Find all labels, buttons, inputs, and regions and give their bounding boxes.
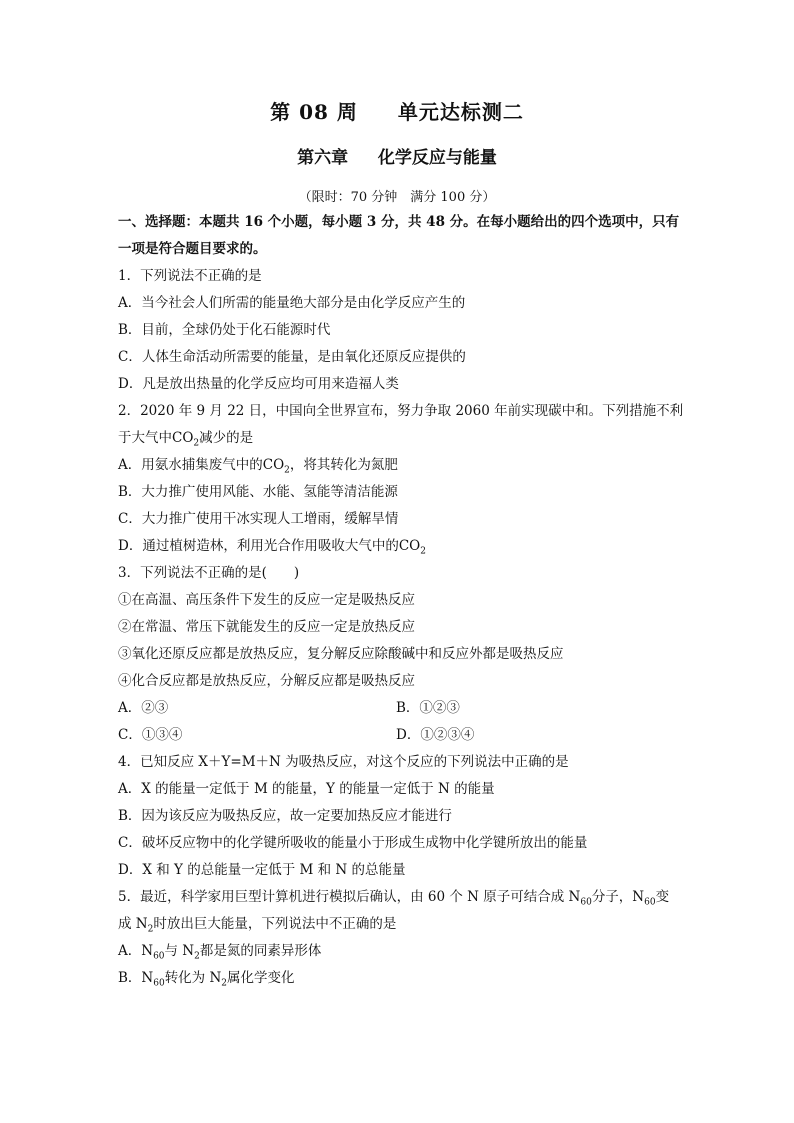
q2-a-pre: A．用氨水捕集废气中的 bbox=[118, 457, 263, 473]
time-limit: （限时：70 分钟 满分 100 分） bbox=[298, 190, 496, 205]
q2-d-pre: D．通过植树造林，利用光合作用吸收大气中的 bbox=[118, 538, 399, 554]
q1-option-a: A．当今社会人们所需的能量绝大部分是由化学反应产生的 bbox=[118, 295, 466, 311]
q2-a-co: CO bbox=[262, 457, 285, 473]
q2-stem-line1: 2．2020 年 9 月 22 日，中国向全世界宣布，努力争取 2060 年前实现碳中和。下列措施不利 bbox=[118, 403, 684, 419]
q5-b-a: B．N bbox=[118, 970, 154, 986]
q2-co-subscript: 2 bbox=[193, 438, 200, 449]
q3-stem: 3．下列说法不正确的是( ) bbox=[118, 565, 300, 581]
q5-a-b: 与 N bbox=[164, 943, 195, 959]
q3-option-b: B．①②③ bbox=[396, 700, 460, 716]
q2-co-formula: CO bbox=[172, 430, 194, 446]
q5-stem2-b: 时放出巨大能量，下列说法中不正确的是 bbox=[153, 916, 397, 932]
subtitle-chapter: 第六章 bbox=[297, 148, 349, 168]
q5-a-sub60: 60 bbox=[153, 951, 165, 962]
q5-sub60-b: 60 bbox=[644, 897, 656, 908]
q4-option-d: D．X 和 Y 的总能量一定低于 M 和 N 的总能量 bbox=[118, 862, 406, 878]
q1-option-c: C．人体生命活动所需要的能量，是由氧化还原反应提供的 bbox=[118, 349, 466, 365]
q1-option-d: D．凡是放出热量的化学反应均可用来造福人类 bbox=[118, 376, 399, 392]
q3-option-d: D．①②③④ bbox=[396, 727, 475, 743]
section-instructions-line1: 一、选择题：本题共 16 个小题，每小题 3 分，共 48 分。在每小题给出的四个选项中，只有 bbox=[118, 214, 680, 230]
q4-option-b: B．因为该反应为吸热反应，故一定要加热反应才能进行 bbox=[118, 808, 452, 824]
title-week: 第 08 周 bbox=[270, 100, 358, 124]
q2-option-b: B．大力推广使用风能、水能、氢能等清洁能源 bbox=[118, 484, 398, 500]
q5-option-b bbox=[118, 965, 678, 992]
q1-option-b: B．目前，全球仍处于化石能源时代 bbox=[118, 322, 331, 338]
q5-a-c: 都是氮的同素异形体 bbox=[199, 943, 322, 959]
q2-option-c: C．大力推广使用干冰实现人工增雨，缓解旱情 bbox=[118, 511, 399, 527]
q1-stem: 1．下列说法不正确的是 bbox=[118, 268, 262, 284]
q5-stem1-a: 5．最近，科学家用巨型计算机进行模拟后确认，由 60 个 N 原子可结合成 N bbox=[118, 889, 581, 905]
q5-option-a bbox=[118, 938, 678, 965]
q3-options-row1 bbox=[118, 695, 678, 722]
q3-option-a: A．②③ bbox=[118, 700, 169, 716]
q5-sub60-a: 60 bbox=[580, 897, 592, 908]
q3-statement-3: ③氧化还原反应都是放热反应，复分解反应除酸碱中和反应外都是吸热反应 bbox=[118, 646, 564, 662]
q5-a-a: A．N bbox=[118, 943, 154, 959]
q5-stem2-a: 成 N bbox=[118, 916, 148, 932]
subtitle-topic: 化学反应与能量 bbox=[377, 148, 497, 168]
q5-a-sub2: 2 bbox=[194, 951, 200, 962]
question-content bbox=[118, 209, 684, 992]
q2-option-d bbox=[118, 533, 678, 560]
q3-statement-4: ④化合反应都是放热反应，分解反应都是吸热反应 bbox=[118, 673, 415, 689]
q4-option-c: C．破坏反应物中的化学键所吸收的能量小于形成生成物中化学键所放出的能量 bbox=[118, 835, 588, 851]
q2-stem-line2 bbox=[118, 425, 678, 452]
q3-option-c: C．①③④ bbox=[118, 727, 183, 743]
q3-statement-1: ①在高温、高压条件下发生的反应一定是吸热反应 bbox=[118, 592, 415, 608]
q5-b-sub60: 60 bbox=[153, 978, 165, 989]
q5-b-b: 转化为 N bbox=[164, 970, 222, 986]
q2-stem2-pre: 于大气中 bbox=[118, 430, 172, 446]
q4-stem: 4．已知反应 X＋Y=M＋N 为吸热反应，对这个反应的下列说法中正确的是 bbox=[118, 754, 569, 770]
q2-stem2-post: 减少的是 bbox=[199, 430, 254, 446]
q5-b-c: 属化学变化 bbox=[227, 970, 295, 986]
page-title bbox=[0, 96, 794, 125]
q2-d-co: CO bbox=[398, 538, 421, 554]
q4-option-a: A．X 的能量一定低于 M 的能量，Y 的能量一定低于 N 的能量 bbox=[118, 781, 495, 797]
q2-option-a bbox=[118, 452, 678, 479]
title-test: 单元达标测二 bbox=[397, 100, 524, 124]
q5-sub2-a: 2 bbox=[147, 924, 154, 935]
q2-a-post: ，将其转化为氮肥 bbox=[289, 457, 398, 473]
q5-stem-line1 bbox=[118, 884, 678, 911]
q2-a-subscript: 2 bbox=[284, 465, 290, 476]
q3-statement-2: ②在常温、常压下就能发生的反应一定是放热反应 bbox=[118, 619, 415, 635]
q5-stem-line2 bbox=[118, 911, 678, 938]
q5-stem1-c: 变 bbox=[655, 889, 670, 905]
section-instructions-line2: 一项是符合题目要求的。 bbox=[118, 241, 267, 257]
q3-options-row2 bbox=[118, 722, 678, 749]
q2-d-subscript: 2 bbox=[420, 546, 426, 557]
q5-stem1-b: 分子，N bbox=[591, 889, 645, 905]
chapter-subtitle bbox=[0, 143, 794, 168]
q5-b-sub2: 2 bbox=[221, 978, 228, 989]
